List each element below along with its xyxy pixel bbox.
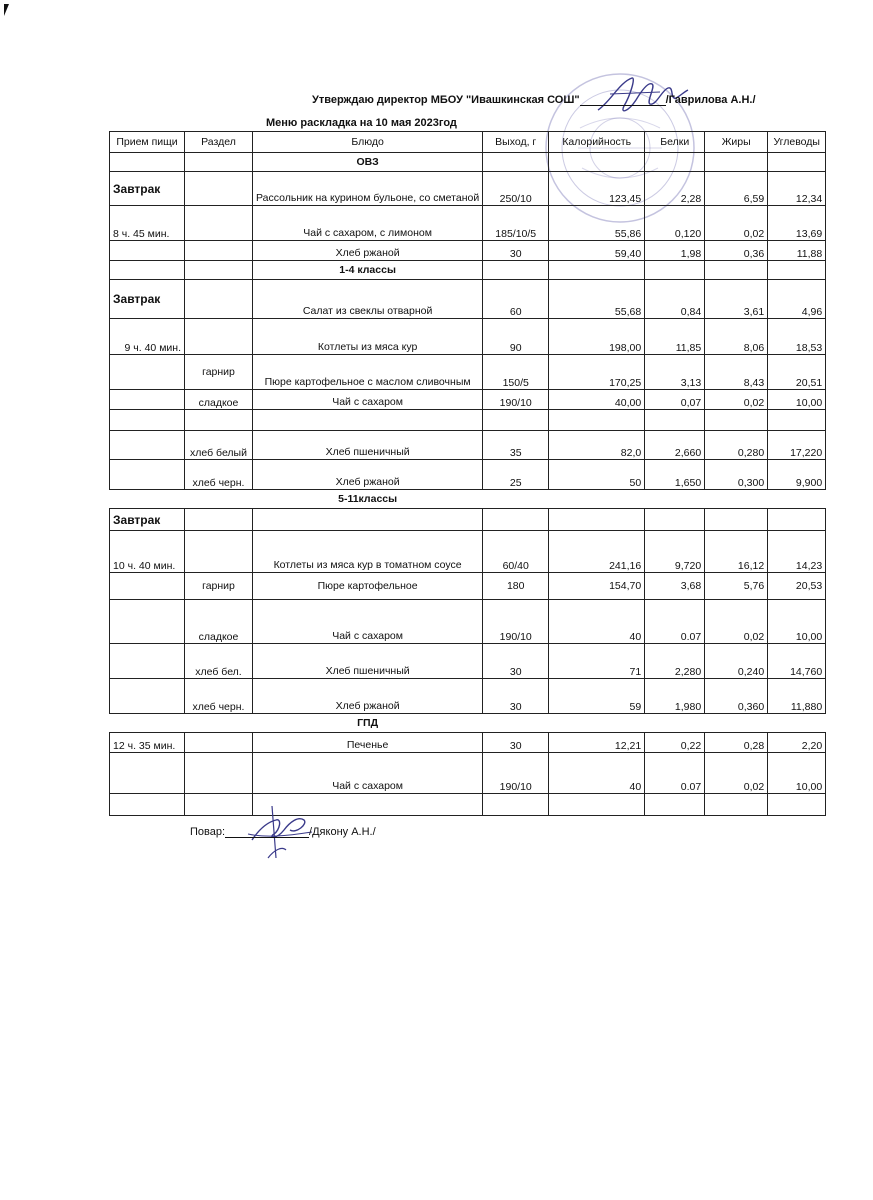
- meal-cell: Завтрак: [110, 172, 185, 206]
- fat-cell: 0,02: [705, 600, 768, 644]
- meal-cell: 10 ч. 40 мин.: [110, 531, 185, 573]
- fat-cell: 8,43: [705, 355, 768, 390]
- section-cell: [185, 410, 253, 431]
- fat-cell: 0,02: [705, 390, 768, 410]
- fat-cell: [705, 794, 768, 816]
- calories-cell: [549, 410, 645, 431]
- group-row: [110, 714, 826, 733]
- calories-cell: 82,0: [549, 431, 645, 460]
- cook-line: [190, 826, 376, 838]
- carbs-cell: [768, 794, 826, 816]
- table-row: [110, 355, 826, 390]
- protein-cell: 0.07: [645, 600, 705, 644]
- output-cell: 30: [483, 733, 549, 753]
- protein-cell: 2,660: [645, 431, 705, 460]
- fat-cell: 5,76: [705, 573, 768, 600]
- section-cell: [185, 319, 253, 355]
- meal-cell: [110, 679, 185, 714]
- calories-cell: 50: [549, 460, 645, 490]
- meal-cell: [110, 753, 185, 794]
- protein-cell: 1,980: [645, 679, 705, 714]
- dish-cell: Чай с сахаром: [253, 390, 483, 410]
- column-header: Калорийность: [549, 132, 645, 153]
- dish-cell: [253, 410, 483, 431]
- meal-cell: 12 ч. 35 мин.: [110, 733, 185, 753]
- output-cell: 250/10: [483, 172, 549, 206]
- section-cell: [185, 531, 253, 573]
- dish-cell: Хлеб ржаной: [253, 679, 483, 714]
- carbs-cell: 11,880: [768, 679, 826, 714]
- carbs-cell: 12,34: [768, 172, 826, 206]
- output-cell: 190/10: [483, 600, 549, 644]
- output-cell: 25: [483, 460, 549, 490]
- column-header: Жиры: [705, 132, 768, 153]
- section-cell: [185, 509, 253, 531]
- output-cell: 35: [483, 431, 549, 460]
- table-row: [110, 241, 826, 261]
- table-header-row: [110, 132, 826, 153]
- meal-cell: [110, 431, 185, 460]
- calories-cell: 71: [549, 644, 645, 679]
- meal-cell: [110, 644, 185, 679]
- table-row: [110, 644, 826, 679]
- protein-cell: 0,22: [645, 733, 705, 753]
- protein-cell: 9,720: [645, 531, 705, 573]
- carbs-cell: 10,00: [768, 600, 826, 644]
- group-row: [110, 490, 826, 509]
- corner-mark: [4, 4, 9, 16]
- table-row: [110, 172, 826, 206]
- section-cell: [185, 733, 253, 753]
- group-row: [110, 261, 826, 280]
- director-name: /Гаврилова А.Н./: [665, 94, 756, 106]
- column-header: Раздел: [185, 132, 253, 153]
- section-cell: гарнир: [185, 573, 253, 600]
- dish-cell: [253, 794, 483, 816]
- fat-cell: 16,12: [705, 531, 768, 573]
- section-cell: [185, 206, 253, 241]
- approval-line: [312, 94, 756, 106]
- fat-cell: 0,02: [705, 753, 768, 794]
- table-row: [110, 206, 826, 241]
- fat-cell: 6,59: [705, 172, 768, 206]
- meal-cell: [110, 241, 185, 261]
- protein-cell: 1,650: [645, 460, 705, 490]
- carbs-cell: 9,900: [768, 460, 826, 490]
- output-cell: [483, 794, 549, 816]
- output-cell: 190/10: [483, 390, 549, 410]
- dish-cell: Хлеб ржаной: [253, 241, 483, 261]
- meal-cell: 8 ч. 45 мин.: [110, 206, 185, 241]
- protein-cell: 0,84: [645, 280, 705, 319]
- protein-cell: 3,13: [645, 355, 705, 390]
- group-row: [110, 153, 826, 172]
- section-cell: сладкое: [185, 390, 253, 410]
- protein-cell: 2,28: [645, 172, 705, 206]
- calories-cell: 198,00: [549, 319, 645, 355]
- carbs-cell: 14,760: [768, 644, 826, 679]
- table-row: [110, 573, 826, 600]
- output-cell: 60/40: [483, 531, 549, 573]
- table-row: [110, 410, 826, 431]
- output-cell: 185/10/5: [483, 206, 549, 241]
- menu-table: [109, 131, 826, 816]
- meal-cell: Завтрак: [110, 280, 185, 319]
- fat-cell: 8,06: [705, 319, 768, 355]
- calories-cell: 55,86: [549, 206, 645, 241]
- fat-cell: [705, 509, 768, 531]
- calories-cell: 123,45: [549, 172, 645, 206]
- output-cell: 30: [483, 241, 549, 261]
- dish-cell: Чай с сахаром, с лимоном: [253, 206, 483, 241]
- calories-cell: 40: [549, 753, 645, 794]
- calories-cell: 40: [549, 600, 645, 644]
- output-cell: [483, 410, 549, 431]
- column-header: Прием пищи: [110, 132, 185, 153]
- meal-cell: Завтрак: [110, 509, 185, 531]
- section-cell: [185, 241, 253, 261]
- fat-cell: [705, 410, 768, 431]
- carbs-cell: 4,96: [768, 280, 826, 319]
- table-row: [110, 390, 826, 410]
- meal-cell: [110, 460, 185, 490]
- protein-cell: 3,68: [645, 573, 705, 600]
- dish-cell: Печенье: [253, 733, 483, 753]
- table-row: [110, 319, 826, 355]
- meal-cell: [110, 355, 185, 390]
- fat-cell: 0,300: [705, 460, 768, 490]
- meal-cell: [110, 573, 185, 600]
- dish-cell: Хлеб пшеничный: [253, 431, 483, 460]
- output-cell: 150/5: [483, 355, 549, 390]
- fat-cell: 0,28: [705, 733, 768, 753]
- protein-cell: 0,120: [645, 206, 705, 241]
- section-cell: [185, 280, 253, 319]
- carbs-cell: 13,69: [768, 206, 826, 241]
- document-subtitle: Меню раскладка на 10 мая 2023год: [266, 117, 457, 129]
- section-cell: хлеб белый: [185, 431, 253, 460]
- output-cell: 30: [483, 644, 549, 679]
- carbs-cell: [768, 410, 826, 431]
- dish-cell: Чай с сахаром: [253, 600, 483, 644]
- meal-cell: [110, 410, 185, 431]
- dish-cell: [253, 509, 483, 531]
- dish-cell: Салат из свеклы отварной: [253, 280, 483, 319]
- calories-cell: [549, 509, 645, 531]
- output-cell: 90: [483, 319, 549, 355]
- protein-cell: 1,98: [645, 241, 705, 261]
- carbs-cell: 10,00: [768, 390, 826, 410]
- dish-cell: Чай с сахаром: [253, 753, 483, 794]
- dish-cell: Котлеты из мяса кур в томатном соусе: [253, 531, 483, 573]
- meal-cell: [110, 600, 185, 644]
- output-cell: 180: [483, 573, 549, 600]
- calories-cell: 154,70: [549, 573, 645, 600]
- protein-cell: [645, 509, 705, 531]
- carbs-cell: 2,20: [768, 733, 826, 753]
- fat-cell: 0,240: [705, 644, 768, 679]
- section-cell: [185, 172, 253, 206]
- section-cell: хлеб черн.: [185, 460, 253, 490]
- calories-cell: [549, 794, 645, 816]
- table-row: [110, 509, 826, 531]
- section-cell: хлеб черн.: [185, 679, 253, 714]
- dish-cell: Рассольник на курином бульоне, со сметаной: [253, 172, 483, 206]
- calories-cell: 55,68: [549, 280, 645, 319]
- approval-text: Утверждаю директор МБОУ "Ивашкинская СОШ": [312, 94, 580, 106]
- cook-name: /Дякону А.Н./: [309, 826, 376, 838]
- carbs-cell: 18,53: [768, 319, 826, 355]
- signature-blank: [580, 94, 666, 106]
- output-cell: 190/10: [483, 753, 549, 794]
- table-row: [110, 600, 826, 644]
- section-cell: [185, 753, 253, 794]
- calories-cell: 241,16: [549, 531, 645, 573]
- cook-label: Повар:: [190, 826, 226, 838]
- carbs-cell: 11,88: [768, 241, 826, 261]
- table-row: [110, 431, 826, 460]
- group-title: ГПД: [357, 717, 379, 729]
- protein-cell: 11,85: [645, 319, 705, 355]
- meal-cell: [110, 794, 185, 816]
- calories-cell: 12,21: [549, 733, 645, 753]
- column-header: Блюдо: [253, 132, 483, 153]
- calories-cell: 40,00: [549, 390, 645, 410]
- protein-cell: [645, 410, 705, 431]
- carbs-cell: 20,51: [768, 355, 826, 390]
- meal-cell: 9 ч. 40 мин.: [110, 319, 185, 355]
- group-title: 5-11классы: [338, 493, 398, 505]
- dish-cell: Хлеб пшеничный: [253, 644, 483, 679]
- section-cell: [185, 794, 253, 816]
- calories-cell: 170,25: [549, 355, 645, 390]
- calories-cell: 59: [549, 679, 645, 714]
- column-header: Белки: [645, 132, 705, 153]
- table-row: [110, 733, 826, 753]
- column-header: Углеводы: [768, 132, 826, 153]
- column-header: Выход, г: [483, 132, 549, 153]
- output-cell: 60: [483, 280, 549, 319]
- dish-cell: Пюре картофельное: [253, 573, 483, 600]
- calories-cell: 59,40: [549, 241, 645, 261]
- group-title: ОВЗ: [253, 153, 483, 172]
- protein-cell: 2,280: [645, 644, 705, 679]
- carbs-cell: [768, 509, 826, 531]
- dish-cell: Котлеты из мяса кур: [253, 319, 483, 355]
- output-cell: 30: [483, 679, 549, 714]
- carbs-cell: 20,53: [768, 573, 826, 600]
- table-row: [110, 531, 826, 573]
- group-title: 1-4 классы: [253, 261, 483, 280]
- cook-signature-blank: [225, 826, 309, 838]
- fat-cell: 0,02: [705, 206, 768, 241]
- table-row: [110, 460, 826, 490]
- protein-cell: [645, 794, 705, 816]
- protein-cell: 0.07: [645, 753, 705, 794]
- fat-cell: 0,280: [705, 431, 768, 460]
- meal-cell: [110, 390, 185, 410]
- output-cell: [483, 509, 549, 531]
- section-cell: хлеб бел.: [185, 644, 253, 679]
- carbs-cell: 17,220: [768, 431, 826, 460]
- protein-cell: 0,07: [645, 390, 705, 410]
- fat-cell: 3,61: [705, 280, 768, 319]
- table-row: [110, 679, 826, 714]
- fat-cell: 0,360: [705, 679, 768, 714]
- carbs-cell: 14,23: [768, 531, 826, 573]
- fat-cell: 0,36: [705, 241, 768, 261]
- dish-cell: Хлеб ржаной: [253, 460, 483, 490]
- section-cell: гарнир: [185, 355, 253, 390]
- table-row: [110, 753, 826, 794]
- dish-cell: Пюре картофельное с маслом сливочным: [253, 355, 483, 390]
- section-cell: сладкое: [185, 600, 253, 644]
- table-row: [110, 280, 826, 319]
- carbs-cell: 10,00: [768, 753, 826, 794]
- table-row: [110, 794, 826, 816]
